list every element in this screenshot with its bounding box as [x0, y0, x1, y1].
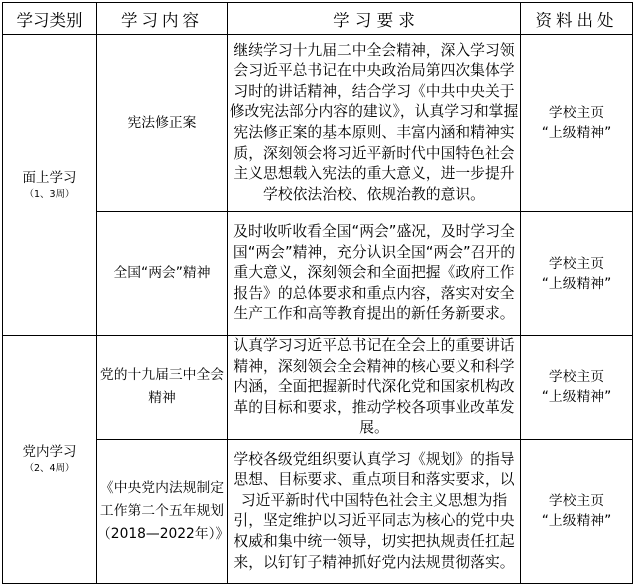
category-weeks: （1、3周）: [24, 189, 75, 200]
header-category: 学习类别: [3, 3, 97, 35]
table-row: [3, 212, 633, 336]
requirement-cell: 继续学习十九届二中全会精神，深入学习领会习近平总书记在中央政治局第四次集体学习时的讲话精神，结合学习《中共中央关于修改宪法部分内容的建议》，认真学习和掌握宪法修正案的基本原则、丰富内涵和精神实质，深刻领会将习近平新时代中国特色社会主义思想载入宪法的重大意义，进一步提升学校依法治校、依规治教的意识。: [228, 35, 521, 212]
category-label: 党内学习: [22, 444, 77, 461]
source-line: “上级精神”: [541, 125, 612, 141]
source-line: 学校主页: [548, 369, 605, 386]
source-cell: [521, 212, 633, 336]
category-weeks: （2、4周）: [24, 463, 75, 475]
source-line: “上级精神”: [541, 275, 612, 292]
source-cell: [521, 439, 633, 583]
content-cell: 宪法修正案: [97, 35, 228, 212]
source-line: 学校主页: [548, 105, 605, 121]
category-label: 面上学习: [22, 170, 77, 186]
category-cell: [3, 35, 97, 336]
requirement-cell: 学校各级党组织要认真学习《规划》的指导思想、目标要求、重点项目和落实要求，以习近平新时代中国特色社会主义思想为指引，坚定维护以习近平同志为核心的党中央权威和集中统一领导，切实把执规责任扛起来，以钉钉子精神抓好党内法规贯彻落实。: [228, 439, 521, 583]
header-content: 学习内容: [97, 3, 228, 35]
category-cell: [3, 336, 97, 584]
source-line: “上级精神”: [541, 389, 612, 406]
header-requirement: 学 习 要 求: [228, 3, 521, 35]
requirement-cell: 认真学习习近平总书记在全会上的重要讲话精神，深刻领会全会精神的核心要义和科学内涵，全面把握新时代深化党和国家机构改革的目标和要求，推动学校各项事业改革发展。: [228, 336, 521, 440]
source-line: 学校主页: [548, 493, 605, 510]
source-cell: [521, 336, 633, 440]
header-source: 资料出处: [521, 3, 633, 35]
source-line: “上级精神”: [541, 513, 612, 530]
content-cell: 全国“两会”精神: [97, 212, 228, 336]
study-plan-table: [2, 2, 633, 584]
table-row: [3, 35, 633, 212]
source-cell: [521, 35, 633, 212]
content-cell: 《中央党内法规制定工作第二个五年规划（2018—2022年）》: [97, 439, 228, 583]
requirement-cell: 及时收听收看全国“两会”盛况，及时学习全国“两会”精神，充分认识全国“两会”召开的重大意义，深刻领会和全面把握《政府工作报告》的总体要求和重点内容，落实对安全生产工作和高等教育提出的新任务新要求。: [228, 212, 521, 336]
content-cell: 党的十九届三中全会精神: [97, 336, 228, 440]
header-row: [3, 3, 633, 35]
table-row: [3, 336, 633, 440]
table-row: [3, 439, 633, 583]
source-line: 学校主页: [548, 255, 605, 272]
